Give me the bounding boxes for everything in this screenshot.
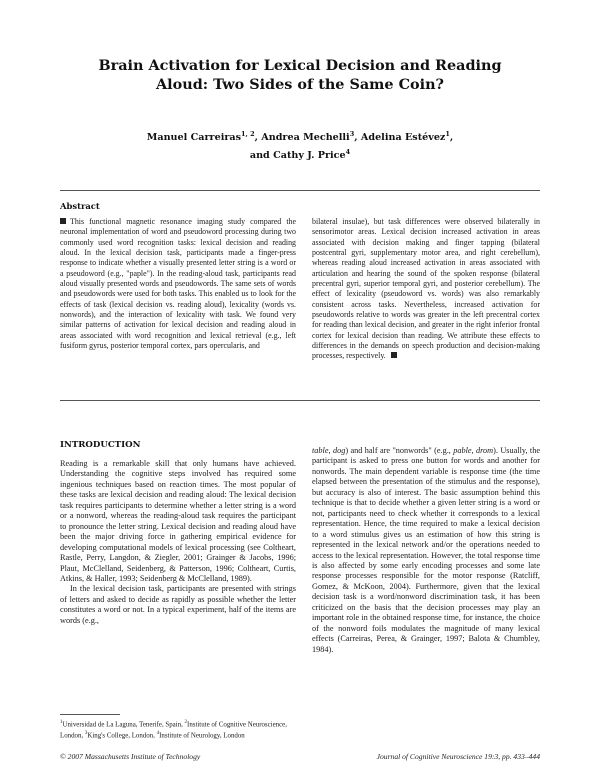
author-affiliation-mark: 1 — [445, 130, 450, 138]
footnote-divider — [60, 714, 120, 715]
author-name: Andrea Mechelli — [261, 132, 350, 144]
paper-title — [60, 56, 540, 94]
intro-paragraph-1: Reading is a remarkable skill that only humans have achieved. Understanding the cognitive steps involved has required some ingenious techniques based on reaction times. The most popular of these tasks are lexical decision and reading aloud: The lexical decision task requires participants to determine whether a letter string is a word or a nonword, whereas the reading-aloud task requires the participant to pronounce the letter string. Lexical decision and reading aloud have been the major driving force in gathering empirical evidence for developing computational models of lexical processing (see Coltheart, Rastle, Perry, Langdon, & Ziegler, 2001; Grainger & Jacobs, 1996; Plaut, McClelland, Seidenberg, & Patterson, 1996; Coltheart, Curtis, Atkins, & Haller, 1993; Seidenberg & McClelland, 1989). — [60, 459, 296, 583]
example-words: table, dog — [312, 446, 346, 455]
affiliation-text: Institute of Neurology, London — [159, 732, 245, 740]
footnote-mark: 4 — [156, 731, 160, 737]
author-affiliation-mark: 1, 2 — [241, 130, 255, 138]
abstract-text-left: This functional magnetic resonance imaging study compared the neuronal implementation of word and pseudoword processing during two commonly used word recognition tasks: lexical decision and reading aloud. In the lexical decision task, participants made a finger-press response to indicate whether a visually presented letter string is a word or a pseudoword (e.g., "paple"). In the reading-aloud task, participants read aloud visually presented words and pseudowords. The same sets of words and pseudowords were used for both tasks. This enabled us to look for the effects of task (lexical decision vs. reading aloud), lexicality (words vs. nonwords), and the interaction of lexicality with task. We found very similar patterns of activation for lexical decision and reading aloud in areas associated with word recognition and lexical retrieval (e.g., left fusiform gyrus, posterior temporal cortex, pars opercularis, and — [60, 217, 296, 351]
affiliations-footnote — [60, 718, 296, 741]
square-bullet-icon — [60, 218, 66, 224]
author-list: Manuel Carreiras$^{1, 2}$, Andrea Mechelli$^3$, Adelina Estévez$^1$, and Cathy J. Price$^4$ — [146, 130, 454, 162]
abstract-text-right: bilateral insulae), but task differences were observed bilaterally in sensorimotor areas. Lexical decision increased activation in areas associated with decision making and finger tapping (bilateral postcentral gyri, supplementary motor area, and right cerebellum), whereas reading aloud increased activation in areas associated with articulation and hearing the sound of the spoken response (bilateral precentral gyri, superior temporal gyri, and posterior cerebellum). The effect of lexicality (pseudoword vs. words) was also remarkably consistent across tasks. Nevertheless, increased activation for pseudowords relative to words was greater in the left precentral cortex for reading than lexical decision, and greater in the right inferior frontal cortex for lexical decision than reading. We attribute these effects to differences in the demands on speech production and decision-making processes, respectively. — [312, 217, 540, 361]
divider-abstract-end — [60, 400, 540, 401]
intro-paragraph-2-continued — [312, 446, 540, 655]
author-name: Adelina Estévez — [360, 132, 446, 144]
end-square-icon — [391, 352, 397, 358]
intro-column-left — [60, 459, 296, 626]
intro-text-continued: ). Usually, the participant is asked to press one button for words and another for nonwords. The main dependent variable is response time (the time elapsed between the presentation of the stimulus and the response), but accuracy is also of interest. The basic assumption behind this technique is that to decide whether a given letter string is a word or not, participants need to check whether it corresponds to a lexical representation. Hence, the time required to make a lexical decision to a word stimulus gives us an estimation of how this string is represented in the lexical network and/or the operations needed to access to the lexical representation. However, the total response time is also affected by some early encoding processes and some late response processes responsible for the motor response (Ratcliff, Gomez, & McKoon, 2004). Furthermore, given that the lexical decision task is a word/nonword discrimination task, it has been criticized on the basis that the decision processes may play an important role in the obtained response time, for instance, the choice of the nonword foils modulates the magnitude of many lexical effects (Carreiras, Perea, & Grainger, 1997; Balota & Chumbley, 1984). — [312, 446, 540, 654]
title-line-2: Aloud: Two Sides of the Same Coin? — [156, 76, 444, 93]
footnote-mark: 1 — [60, 720, 63, 725]
intro-column-right — [312, 446, 540, 655]
example-nonwords: pable, drom — [453, 446, 494, 455]
affiliation-text: Institute of Cognitive Neuroscience, London, — [60, 721, 287, 740]
author-name: and Cathy J. Price — [249, 150, 346, 162]
abstract-column-left — [60, 217, 296, 351]
abstract-column-right — [312, 217, 540, 362]
journal-citation-footer: Journal of Cognitive Neuroscience 19:3, pp. 433–444 — [376, 752, 540, 761]
copyright-footer: © 2007 Massachusetts Institute of Technology — [60, 752, 201, 761]
affiliation-text: King's College, London, — [87, 732, 157, 740]
title-line-1: Brain Activation for Lexical Decision and Reading — [98, 57, 502, 74]
footnote-mark: 2 — [184, 720, 188, 725]
intro-text-fragment: ) and half are "nonwords" (e.g., — [345, 446, 454, 455]
affiliation-text: Universidad de La Laguna, Tenerife, Spain, — [62, 721, 185, 729]
intro-paragraph-2: In the lexical decision task, participants are presented with strings of letters and asked to decide as rapidly as possible whether the letter constitutes a word or not. In a typical experiment, half of the items are words (e.g., — [60, 584, 296, 625]
author-name: Manuel Carreiras — [146, 132, 242, 144]
abstract-heading: Abstract — [60, 201, 100, 211]
author-affiliation-mark: 3 — [349, 130, 355, 138]
footnote-mark: 3 — [84, 731, 88, 737]
author-affiliation-mark: 4 — [345, 148, 351, 157]
introduction-heading: INTRODUCTION — [60, 440, 141, 450]
divider-top — [60, 190, 540, 191]
